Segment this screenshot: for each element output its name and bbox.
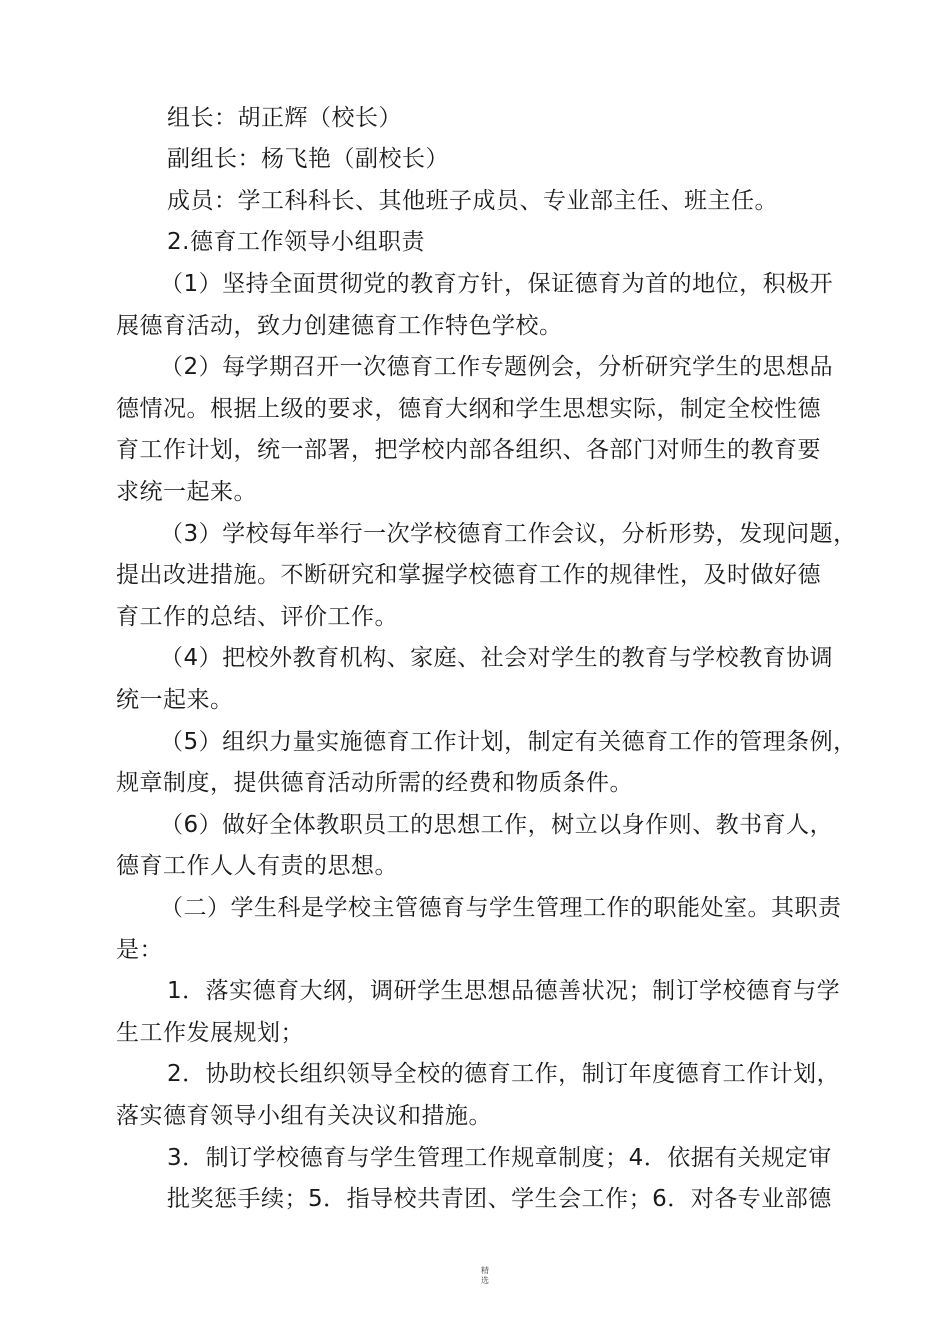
- text-line: （1）坚持全面贯彻党的教育方针，保证德育为首的地位，积极开: [160, 271, 834, 297]
- text-line: 2.德育工作领导小组职责: [167, 229, 425, 255]
- text-line: 育工作的总结、评价工作。: [116, 604, 398, 630]
- text-line: 展德育活动，致力创建德育工作特色学校。: [116, 313, 563, 339]
- text-line: 统一起来。: [116, 687, 234, 713]
- text-line: 成员：学工科科长、其他班子成员、专业部主任、班主任。: [167, 188, 778, 214]
- text-line: 落实德育领导小组有关决议和措施。: [116, 1103, 492, 1129]
- text-line: 副组长：杨飞艳（副校长）: [167, 146, 449, 172]
- text-line: 育工作计划，统一部署，把学校内部各组织、各部门对师生的教育要: [116, 437, 821, 463]
- text-line: （4）把校外教育机构、家庭、社会对学生的教育与学校教育协调: [160, 645, 834, 671]
- text-line: 组长：胡正辉（校长）: [167, 105, 402, 131]
- page-footer: 精选: [481, 1266, 489, 1285]
- text-line: 规章制度，提供德育活动所需的经费和物质条件。: [116, 770, 633, 796]
- text-line: 求统一起来。: [116, 479, 257, 505]
- text-line: 德情况。根据上级的要求，德育大纲和学生思想实际，制定全校性德: [116, 396, 821, 422]
- text-line: 1．落实德育大纲，调研学生思想品德善状况；制订学校德育与学: [167, 978, 841, 1004]
- text-line: 德育工作人人有责的思想。: [116, 853, 398, 879]
- text-line: （6）做好全体教职员工的思想工作，树立以身作则、教书育人，: [160, 812, 834, 838]
- text-line: 批奖惩手续；5．指导校共青团、学生会工作；6．对各专业部德: [167, 1186, 832, 1212]
- text-line: 2．协助校长组织领导全校的德育工作，制订年度德育工作计划，: [167, 1061, 841, 1087]
- text-line: 是：: [116, 937, 163, 963]
- text-line: 生工作发展规划；: [116, 1020, 304, 1046]
- text-line: （3）学校每年举行一次学校德育工作会议，分析形势，发现问题，: [160, 521, 857, 547]
- text-line: （二）学生科是学校主管德育与学生管理工作的职能处室。其职责: [160, 895, 842, 921]
- text-line: 提出改进措施。不断研究和掌握学校德育工作的规律性，及时做好德: [116, 562, 821, 588]
- text-line: （5）组织力量实施德育工作计划，制定有关德育工作的管理条例，: [160, 729, 857, 755]
- text-line: （2）每学期召开一次德育工作专题例会，分析研究学生的思想品: [160, 354, 834, 380]
- text-line: 3．制订学校德育与学生管理工作规章制度；4．依据有关规定审: [167, 1145, 832, 1171]
